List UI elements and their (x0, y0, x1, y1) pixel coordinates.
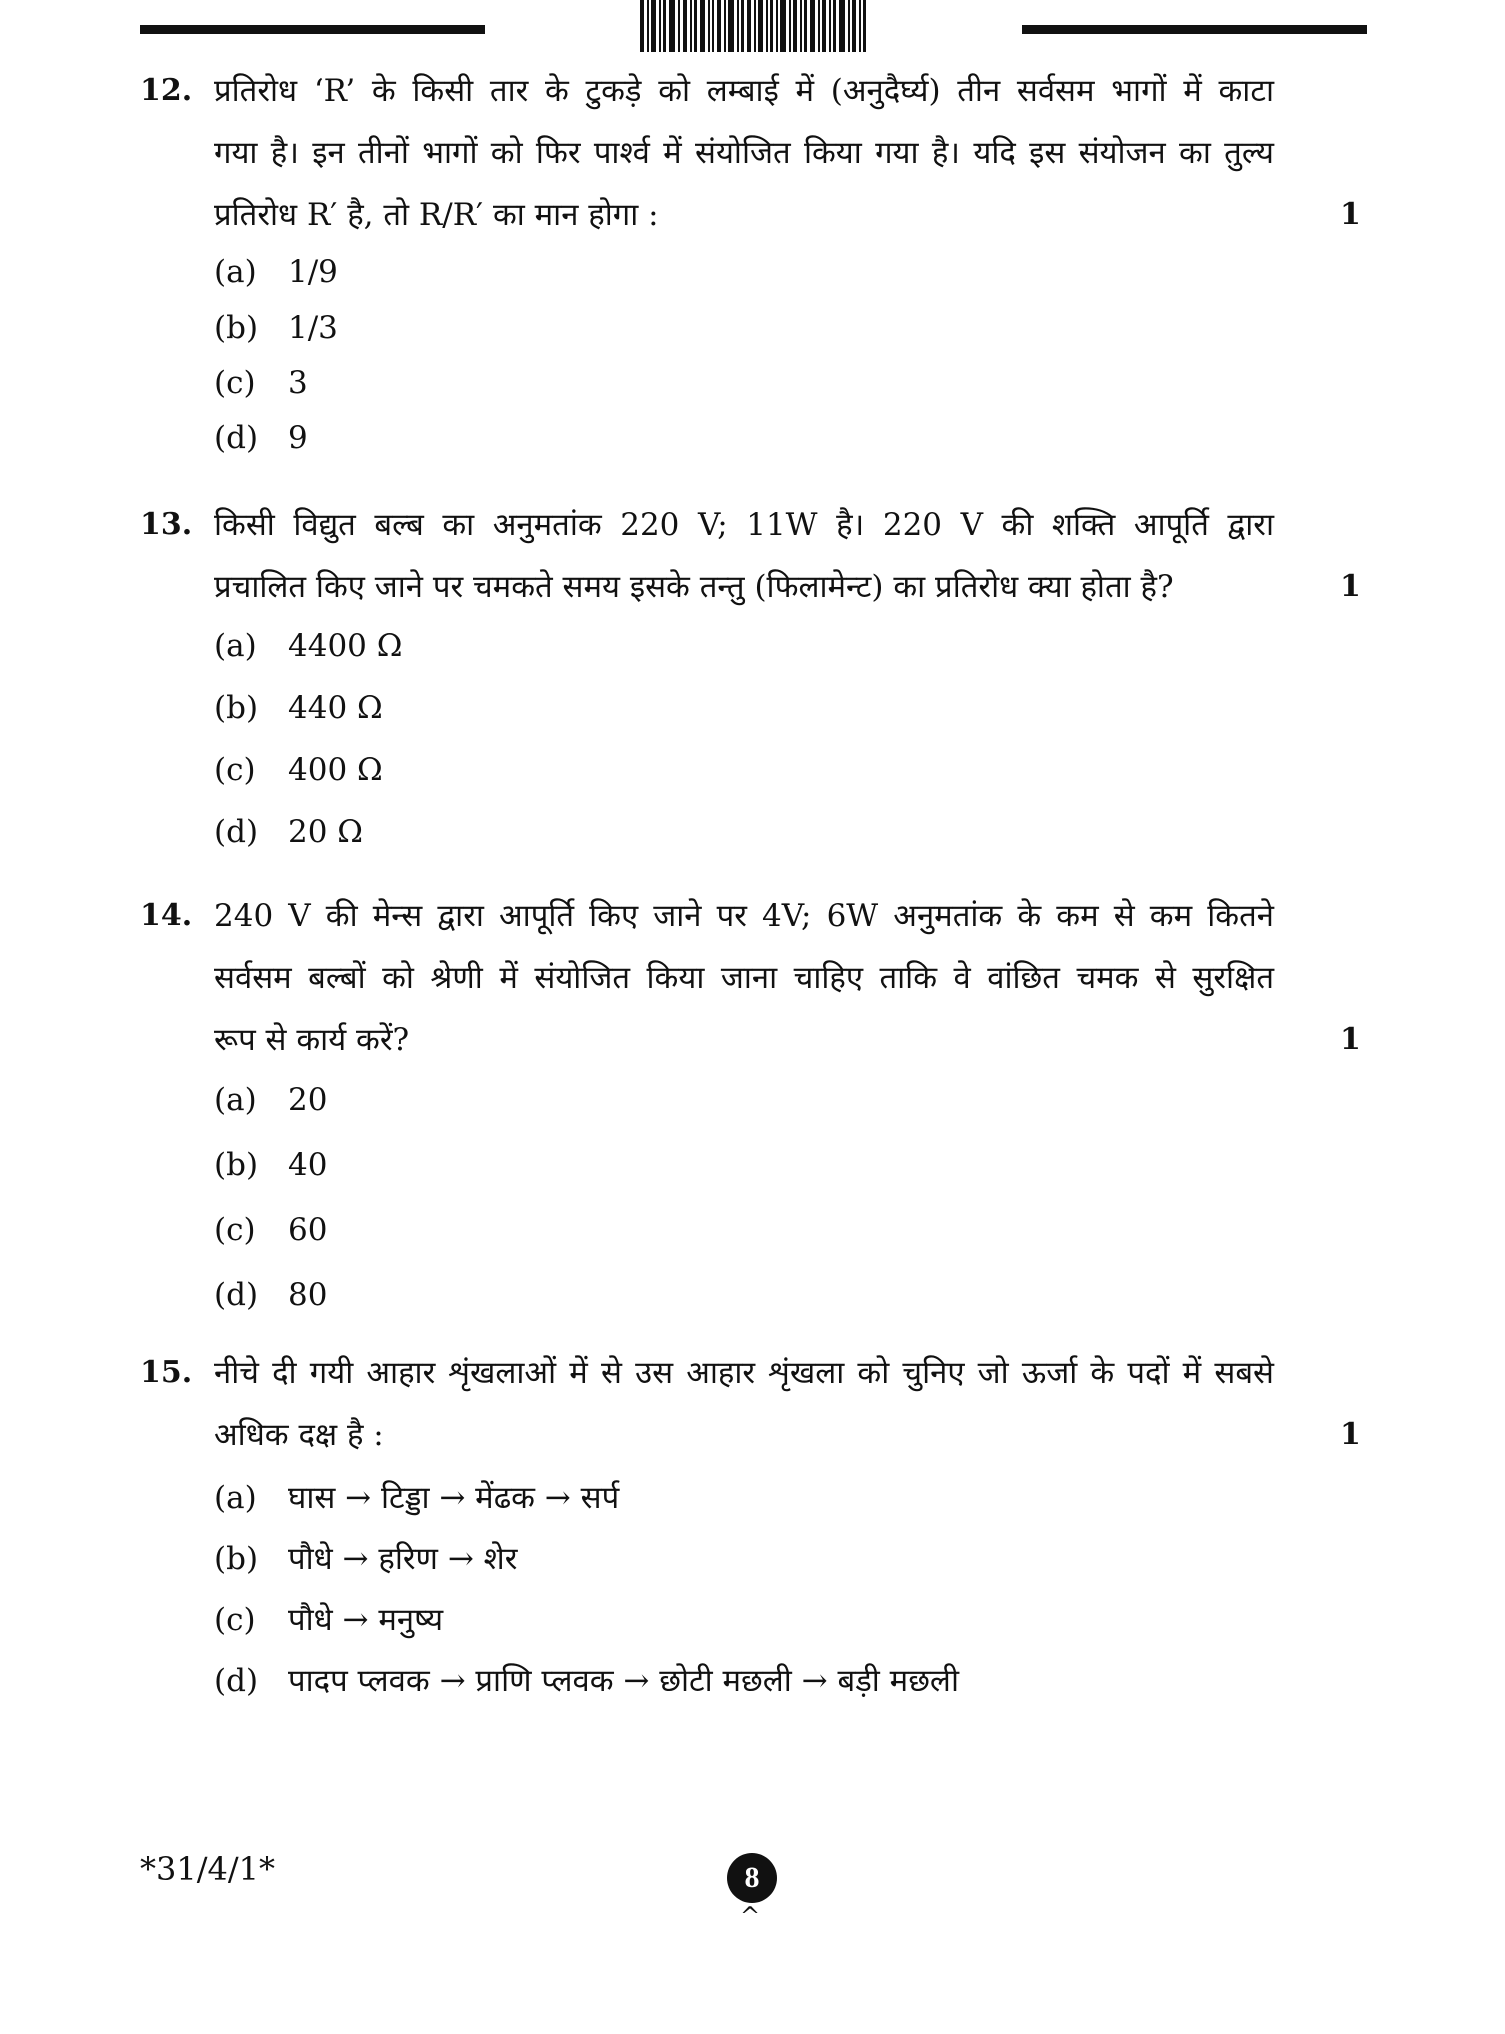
header-rule-left (140, 25, 485, 34)
question-line: प्रतिरोध ‘R’ के किसी तार के टुकड़े को लम्बाई में (अनुदैर्घ्य) तीन सर्वसम भागों में काटा (214, 73, 1274, 109)
option-label: (a) (214, 1082, 257, 1118)
barcode-icon (640, 0, 866, 52)
option-d (214, 418, 308, 458)
option-a (214, 252, 338, 292)
option-text: 40 (288, 1147, 328, 1183)
option-text: 4400 Ω (288, 628, 403, 664)
question-number: 14. (140, 898, 193, 933)
option-label: (b) (214, 1541, 259, 1577)
option-text: 400 Ω (288, 752, 383, 788)
option-a (214, 1478, 619, 1518)
option-label: (a) (214, 628, 257, 664)
option-label: (c) (214, 365, 256, 401)
question-number: 12. (140, 73, 193, 108)
question-line: अधिक दक्ष है : (214, 1417, 384, 1453)
option-text: पौधे → मनुष्य (288, 1602, 444, 1638)
question-text (214, 60, 1274, 246)
option-c (214, 363, 308, 403)
question-line: सर्वसम बल्बों को श्रेणी में संयोजित किया जाना चाहिए ताकि वे वांछित चमक से सुरक्षित (214, 960, 1274, 996)
option-text: 1/9 (288, 254, 338, 290)
option-b (214, 1539, 517, 1579)
option-c (214, 1600, 443, 1640)
question-number: 13. (140, 507, 193, 542)
option-text: 1/3 (288, 310, 338, 346)
option-b (214, 688, 383, 728)
option-text: 80 (288, 1277, 328, 1313)
question-line: किसी विद्युत बल्ब का अनुमतांक 220 V; 11W है। 220 V की शक्ति आपूर्ति द्वारा (214, 507, 1274, 543)
option-text: 440 Ω (288, 690, 383, 726)
option-text: घास → टिड्डा → मेंढक → सर्प (288, 1480, 620, 1516)
question-text (214, 885, 1274, 1071)
option-text: 20 (288, 1082, 328, 1118)
option-label: (c) (214, 1212, 256, 1248)
option-text: पादप प्लवक → प्राणि प्लवक → छोटी मछली → बड़ी मछली (288, 1663, 959, 1699)
caret-icon: ^ (740, 1902, 761, 1930)
option-label: (b) (214, 310, 259, 346)
option-text: 20 Ω (288, 814, 364, 850)
paper-code: *31/4/1* (140, 1850, 275, 1888)
option-label: (a) (214, 1480, 257, 1516)
question-text (214, 494, 1274, 618)
option-label: (d) (214, 1277, 259, 1313)
option-d (214, 1275, 327, 1315)
option-a (214, 1080, 327, 1120)
option-b (214, 1145, 327, 1185)
question-number: 15. (140, 1355, 193, 1390)
question-text (214, 1342, 1274, 1466)
question-line: रूप से कार्य करें? (214, 1022, 410, 1058)
option-a (214, 626, 402, 666)
question-line: नीचे दी गयी आहार शृंखलाओं में से उस आहार शृंखला को चुनिए जो ऊर्जा के पदों में सबसे (214, 1355, 1274, 1391)
question-line: प्रतिरोध R′ है, तो R/R′ का मान होगा : (214, 197, 659, 233)
option-label: (d) (214, 814, 259, 850)
marks: 1 (1340, 197, 1361, 232)
option-d (214, 812, 363, 852)
marks: 1 (1340, 569, 1361, 604)
option-c (214, 1210, 327, 1250)
option-text: 3 (288, 365, 308, 401)
option-text: 9 (288, 420, 308, 456)
option-text: पौधे → हरिण → शेर (288, 1541, 518, 1577)
option-label: (b) (214, 690, 259, 726)
option-text: 60 (288, 1212, 328, 1248)
option-b (214, 308, 338, 348)
page-number-badge: 8 (727, 1853, 777, 1903)
question-line: गया है। इन तीनों भागों को फिर पार्श्व में संयोजित किया गया है। यदि इस संयोजन का तुल्य (214, 135, 1274, 171)
option-label: (d) (214, 1663, 259, 1699)
option-label: (c) (214, 752, 256, 788)
option-label: (b) (214, 1147, 259, 1183)
option-d (214, 1661, 959, 1701)
marks: 1 (1340, 1417, 1361, 1452)
header-rule-right (1022, 25, 1367, 34)
option-label: (d) (214, 420, 259, 456)
marks: 1 (1340, 1022, 1361, 1057)
question-line: 240 V की मेन्स द्वारा आपूर्ति किए जाने पर 4V; 6W अनुमतांक के कम से कम कितने (214, 898, 1274, 934)
option-c (214, 750, 383, 790)
question-line: प्रचालित किए जाने पर चमकते समय इसके तन्तु (फिलामेन्ट) का प्रतिरोध क्या होता है? (214, 569, 1174, 605)
option-label: (c) (214, 1602, 256, 1638)
option-label: (a) (214, 254, 257, 290)
